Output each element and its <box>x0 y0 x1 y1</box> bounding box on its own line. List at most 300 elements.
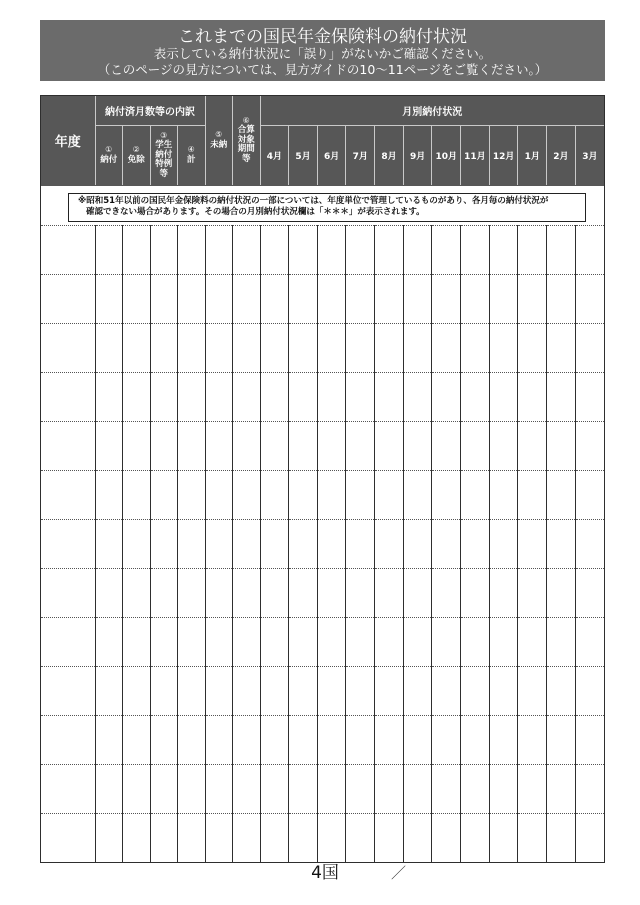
fiscal-year-cell <box>41 421 95 470</box>
fiscal-year-row <box>41 666 604 715</box>
month-status-cell-may <box>289 715 318 764</box>
month-header-may: 5月 <box>289 125 318 185</box>
paid-months-cell <box>95 519 123 568</box>
month-status-cell-march <box>575 225 604 274</box>
month-status-cell-august <box>375 568 404 617</box>
month-status-cell-august <box>375 715 404 764</box>
month-status-cell-february <box>547 225 576 274</box>
month-status-cell-june <box>317 372 346 421</box>
paid-months-cell <box>95 372 123 421</box>
month-status-cell-september <box>403 666 432 715</box>
month-status-cell-november <box>461 372 490 421</box>
total-months-cell <box>178 764 206 813</box>
month-status-cell-november <box>461 225 490 274</box>
month-status-cell-november <box>461 274 490 323</box>
month-status-cell-march <box>575 715 604 764</box>
month-status-cell-march <box>575 813 604 862</box>
unpaid-months-cell <box>205 764 233 813</box>
pre-1976-record-note <box>68 193 586 222</box>
month-status-cell-december <box>489 617 518 666</box>
month-status-cell-october <box>432 372 461 421</box>
month-status-cell-september <box>403 323 432 372</box>
table-subheader-row <box>41 125 604 185</box>
fiscal-year-cell <box>41 617 95 666</box>
total-months-cell <box>178 666 206 715</box>
fiscal-year-row <box>41 470 604 519</box>
month-status-cell-january <box>518 715 547 764</box>
month-status-cell-november <box>461 764 490 813</box>
student-deferral-months-cell <box>150 225 178 274</box>
page-subtitle: 表示している納付状況に「誤り」がないかご確認ください。 <box>153 46 492 61</box>
combined-period-months-cell <box>233 225 261 274</box>
month-status-cell-april <box>260 323 289 372</box>
month-status-cell-december <box>489 323 518 372</box>
fiscal-year-cell <box>41 568 95 617</box>
month-header-february: 2月 <box>547 125 576 185</box>
combined-period-column-number: ⑥ <box>242 116 250 126</box>
student-deferral-column-header <box>150 125 178 185</box>
exempt-months-cell <box>123 274 151 323</box>
total-months-cell <box>178 568 206 617</box>
month-status-cell-february <box>547 323 576 372</box>
fiscal-year-row <box>41 715 604 764</box>
month-status-cell-july <box>346 421 375 470</box>
month-status-cell-july <box>346 715 375 764</box>
month-status-cell-february <box>547 421 576 470</box>
combined-period-months-cell <box>233 764 261 813</box>
unpaid-months-cell <box>205 813 233 862</box>
month-status-cell-march <box>575 470 604 519</box>
unpaid-months-cell <box>205 715 233 764</box>
exempt-column-header <box>123 125 151 185</box>
month-status-cell-september <box>403 274 432 323</box>
fiscal-year-cell <box>41 323 95 372</box>
month-status-cell-october <box>432 764 461 813</box>
month-status-cell-september <box>403 568 432 617</box>
month-status-cell-january <box>518 666 547 715</box>
month-status-cell-may <box>289 519 318 568</box>
month-status-cell-february <box>547 568 576 617</box>
month-status-cell-april <box>260 225 289 274</box>
monthly-status-header: 月別納付状況 <box>260 96 604 125</box>
student-deferral-months-cell <box>150 323 178 372</box>
month-status-cell-february <box>547 715 576 764</box>
month-status-cell-august <box>375 274 404 323</box>
month-status-cell-may <box>289 372 318 421</box>
month-status-cell-october <box>432 666 461 715</box>
month-status-cell-october <box>432 519 461 568</box>
total-months-cell <box>178 274 206 323</box>
fiscal-year-row <box>41 421 604 470</box>
month-status-cell-may <box>289 274 318 323</box>
combined-period-months-cell <box>233 470 261 519</box>
paid-months-cell <box>95 813 123 862</box>
month-status-cell-september <box>403 519 432 568</box>
paid-months-cell <box>95 323 123 372</box>
note-line: 確認できない場合があります。その場合の月別納付状況欄は「＊＊＊」が表示されます。 <box>86 206 425 217</box>
month-status-cell-october <box>432 813 461 862</box>
student-deferral-months-cell <box>150 421 178 470</box>
unpaid-months-cell <box>205 617 233 666</box>
month-status-cell-december <box>489 666 518 715</box>
combined-period-column-label: 合算対象期間等 <box>237 125 255 164</box>
combined-period-months-cell <box>233 813 261 862</box>
year-column-header: 年度 <box>41 96 95 185</box>
fiscal-year-row <box>41 274 604 323</box>
month-status-cell-february <box>547 764 576 813</box>
fiscal-year-row <box>41 225 604 274</box>
month-status-cell-october <box>432 568 461 617</box>
month-status-cell-june <box>317 666 346 715</box>
month-status-cell-june <box>317 421 346 470</box>
note-cell <box>41 185 604 225</box>
fiscal-year-row <box>41 568 604 617</box>
month-status-cell-january <box>518 519 547 568</box>
month-status-cell-june <box>317 470 346 519</box>
month-status-cell-september <box>403 715 432 764</box>
month-status-cell-january <box>518 225 547 274</box>
month-status-cell-july <box>346 617 375 666</box>
fiscal-year-row <box>41 323 604 372</box>
combined-period-months-cell <box>233 323 261 372</box>
month-header-january: 1月 <box>518 125 547 185</box>
combined-period-months-cell <box>233 568 261 617</box>
combined-period-months-cell <box>233 666 261 715</box>
fiscal-year-cell <box>41 715 95 764</box>
combined-period-months-cell <box>233 617 261 666</box>
month-status-cell-june <box>317 274 346 323</box>
month-status-cell-april <box>260 519 289 568</box>
exempt-months-cell <box>123 813 151 862</box>
month-header-june: 6月 <box>317 125 346 185</box>
month-status-cell-october <box>432 617 461 666</box>
total-column-header <box>178 125 206 185</box>
student-deferral-months-cell <box>150 715 178 764</box>
month-header-august: 8月 <box>375 125 404 185</box>
unpaid-months-cell <box>205 568 233 617</box>
month-status-cell-january <box>518 372 547 421</box>
fiscal-year-row <box>41 813 604 862</box>
total-column-label: 計 <box>186 155 196 165</box>
table-header-row <box>41 96 604 125</box>
page-number-label: 4国 <box>311 863 339 883</box>
month-status-cell-june <box>317 617 346 666</box>
exempt-months-cell <box>123 470 151 519</box>
paid-months-cell <box>95 470 123 519</box>
paid-months-cell <box>95 421 123 470</box>
page-separator: ／ <box>391 864 407 882</box>
paid-months-breakdown-header: 納付済月数等の内訳 <box>95 96 205 125</box>
month-status-cell-may <box>289 666 318 715</box>
month-status-cell-january <box>518 617 547 666</box>
fiscal-year-row <box>41 764 604 813</box>
month-status-cell-december <box>489 813 518 862</box>
combined-period-months-cell <box>233 715 261 764</box>
month-status-cell-august <box>375 617 404 666</box>
month-status-cell-september <box>403 372 432 421</box>
paid-months-cell <box>95 666 123 715</box>
month-status-cell-july <box>346 323 375 372</box>
month-status-cell-june <box>317 568 346 617</box>
fiscal-year-cell <box>41 813 95 862</box>
month-status-cell-april <box>260 666 289 715</box>
exempt-months-cell <box>123 617 151 666</box>
month-status-cell-december <box>489 421 518 470</box>
page-banner <box>40 20 605 81</box>
month-header-november: 11月 <box>461 125 490 185</box>
month-status-cell-november <box>461 715 490 764</box>
unpaid-months-cell <box>205 470 233 519</box>
note-line: ※昭和51年以前の国民年金保険料の納付状況の一部については、年度単位で管理しているものがあり、各月毎の納付状況が <box>78 195 549 206</box>
month-status-cell-july <box>346 519 375 568</box>
month-status-cell-april <box>260 617 289 666</box>
month-status-cell-september <box>403 617 432 666</box>
month-status-cell-may <box>289 617 318 666</box>
exempt-months-cell <box>123 666 151 715</box>
exempt-months-cell <box>123 323 151 372</box>
month-status-cell-october <box>432 225 461 274</box>
month-status-cell-june <box>317 813 346 862</box>
guide-reference-note: （このページの見方については、見方ガイドの10～11ページをご覧ください。） <box>97 62 548 77</box>
unpaid-months-cell <box>205 666 233 715</box>
month-status-cell-march <box>575 764 604 813</box>
combined-period-months-cell <box>233 274 261 323</box>
month-status-cell-january <box>518 470 547 519</box>
month-status-cell-august <box>375 813 404 862</box>
month-status-cell-december <box>489 225 518 274</box>
fiscal-year-cell <box>41 666 95 715</box>
month-status-cell-august <box>375 666 404 715</box>
month-header-july: 7月 <box>346 125 375 185</box>
exempt-months-cell <box>123 372 151 421</box>
month-status-cell-august <box>375 225 404 274</box>
month-status-cell-february <box>547 470 576 519</box>
paid-months-cell <box>95 617 123 666</box>
month-status-cell-november <box>461 323 490 372</box>
month-status-cell-march <box>575 568 604 617</box>
unpaid-months-cell <box>205 323 233 372</box>
month-status-cell-july <box>346 372 375 421</box>
month-status-cell-june <box>317 764 346 813</box>
month-status-cell-january <box>518 568 547 617</box>
month-status-cell-july <box>346 274 375 323</box>
fiscal-year-cell <box>41 470 95 519</box>
month-status-cell-june <box>317 225 346 274</box>
unpaid-months-cell <box>205 225 233 274</box>
exempt-months-cell <box>123 519 151 568</box>
month-status-cell-june <box>317 323 346 372</box>
total-months-cell <box>178 421 206 470</box>
fiscal-year-cell <box>41 764 95 813</box>
month-status-cell-november <box>461 666 490 715</box>
month-status-cell-february <box>547 617 576 666</box>
exempt-column-number: ② <box>132 145 140 154</box>
paid-column-header <box>95 125 123 185</box>
student-deferral-months-cell <box>150 617 178 666</box>
paid-column-number: ① <box>105 145 113 154</box>
month-status-cell-march <box>575 372 604 421</box>
student-deferral-months-cell <box>150 568 178 617</box>
total-months-cell <box>178 225 206 274</box>
paid-months-cell <box>95 715 123 764</box>
month-status-cell-december <box>489 568 518 617</box>
month-status-cell-august <box>375 764 404 813</box>
month-status-cell-december <box>489 715 518 764</box>
unpaid-months-cell <box>205 519 233 568</box>
month-status-cell-april <box>260 372 289 421</box>
student-deferral-months-cell <box>150 764 178 813</box>
total-months-cell <box>178 715 206 764</box>
month-status-cell-april <box>260 715 289 764</box>
month-status-cell-january <box>518 813 547 862</box>
total-months-cell <box>178 813 206 862</box>
month-status-cell-may <box>289 470 318 519</box>
month-status-cell-may <box>289 225 318 274</box>
month-status-cell-august <box>375 323 404 372</box>
fiscal-year-row <box>41 617 604 666</box>
month-status-cell-august <box>375 470 404 519</box>
month-status-cell-april <box>260 764 289 813</box>
month-status-cell-november <box>461 470 490 519</box>
total-months-cell <box>178 519 206 568</box>
month-status-cell-march <box>575 617 604 666</box>
month-status-cell-august <box>375 519 404 568</box>
month-header-september: 9月 <box>403 125 432 185</box>
month-status-cell-january <box>518 764 547 813</box>
month-status-cell-september <box>403 421 432 470</box>
month-status-cell-october <box>432 421 461 470</box>
combined-period-months-cell <box>233 519 261 568</box>
month-status-cell-september <box>403 764 432 813</box>
month-status-cell-january <box>518 323 547 372</box>
page-title: これまでの国民年金保険料の納付状況 <box>178 27 467 47</box>
student-deferral-months-cell <box>150 274 178 323</box>
fiscal-year-cell <box>41 519 95 568</box>
fiscal-year-row <box>41 372 604 421</box>
month-status-cell-october <box>432 274 461 323</box>
month-status-cell-march <box>575 274 604 323</box>
month-status-cell-june <box>317 715 346 764</box>
student-deferral-column-number: ③ <box>160 131 168 140</box>
student-deferral-months-cell <box>150 470 178 519</box>
month-status-cell-june <box>317 519 346 568</box>
month-status-cell-january <box>518 421 547 470</box>
month-status-cell-may <box>289 568 318 617</box>
month-status-cell-september <box>403 470 432 519</box>
unpaid-column-label: 未納 <box>210 140 228 151</box>
month-status-cell-april <box>260 813 289 862</box>
month-status-cell-january <box>518 274 547 323</box>
month-status-cell-april <box>260 568 289 617</box>
total-months-cell <box>178 617 206 666</box>
paid-months-cell <box>95 764 123 813</box>
month-header-march: 3月 <box>575 125 604 185</box>
month-header-december: 12月 <box>489 125 518 185</box>
month-status-cell-october <box>432 715 461 764</box>
month-status-cell-july <box>346 568 375 617</box>
paid-months-cell <box>95 274 123 323</box>
fiscal-year-cell <box>41 225 95 274</box>
total-column-number: ④ <box>187 145 195 154</box>
month-status-cell-september <box>403 225 432 274</box>
month-status-cell-august <box>375 372 404 421</box>
unpaid-months-cell <box>205 372 233 421</box>
month-status-cell-may <box>289 764 318 813</box>
month-status-cell-december <box>489 470 518 519</box>
month-status-cell-february <box>547 372 576 421</box>
total-months-cell <box>178 372 206 421</box>
month-status-cell-july <box>346 225 375 274</box>
month-status-cell-april <box>260 470 289 519</box>
month-status-cell-august <box>375 421 404 470</box>
unpaid-months-cell <box>205 274 233 323</box>
paid-months-cell <box>95 225 123 274</box>
exempt-months-cell <box>123 421 151 470</box>
student-deferral-months-cell <box>150 372 178 421</box>
paid-months-cell <box>95 568 123 617</box>
exempt-months-cell <box>123 715 151 764</box>
paid-column-label: 納付 <box>100 155 118 165</box>
month-status-cell-october <box>432 470 461 519</box>
month-status-cell-november <box>461 568 490 617</box>
exempt-months-cell <box>123 225 151 274</box>
total-months-cell <box>178 470 206 519</box>
month-status-cell-december <box>489 274 518 323</box>
month-status-cell-december <box>489 372 518 421</box>
month-status-cell-february <box>547 813 576 862</box>
fiscal-year-row <box>41 519 604 568</box>
month-status-cell-december <box>489 519 518 568</box>
month-status-cell-april <box>260 274 289 323</box>
combined-period-months-cell <box>233 421 261 470</box>
combined-period-column-header <box>233 96 261 185</box>
month-status-cell-march <box>575 323 604 372</box>
month-status-cell-july <box>346 666 375 715</box>
month-status-cell-november <box>461 813 490 862</box>
exempt-months-cell <box>123 568 151 617</box>
month-status-cell-march <box>575 519 604 568</box>
month-header-april: 4月 <box>260 125 289 185</box>
month-status-cell-october <box>432 323 461 372</box>
student-deferral-months-cell <box>150 666 178 715</box>
month-status-cell-february <box>547 519 576 568</box>
student-deferral-months-cell <box>150 813 178 862</box>
month-status-cell-november <box>461 519 490 568</box>
unpaid-column-number: ⑤ <box>215 130 223 140</box>
month-status-cell-april <box>260 421 289 470</box>
month-status-cell-march <box>575 421 604 470</box>
total-months-cell <box>178 323 206 372</box>
month-status-cell-february <box>547 666 576 715</box>
combined-period-months-cell <box>233 372 261 421</box>
month-status-cell-may <box>289 421 318 470</box>
note-row <box>41 185 604 225</box>
month-status-cell-july <box>346 470 375 519</box>
month-status-cell-february <box>547 274 576 323</box>
fiscal-year-cell <box>41 372 95 421</box>
month-status-cell-march <box>575 666 604 715</box>
month-status-cell-july <box>346 813 375 862</box>
month-status-cell-may <box>289 323 318 372</box>
month-status-cell-september <box>403 813 432 862</box>
month-status-cell-november <box>461 617 490 666</box>
month-status-cell-november <box>461 421 490 470</box>
fiscal-year-cell <box>41 274 95 323</box>
exempt-column-label: 免除 <box>127 155 145 165</box>
student-deferral-months-cell <box>150 519 178 568</box>
exempt-months-cell <box>123 764 151 813</box>
month-status-cell-july <box>346 764 375 813</box>
